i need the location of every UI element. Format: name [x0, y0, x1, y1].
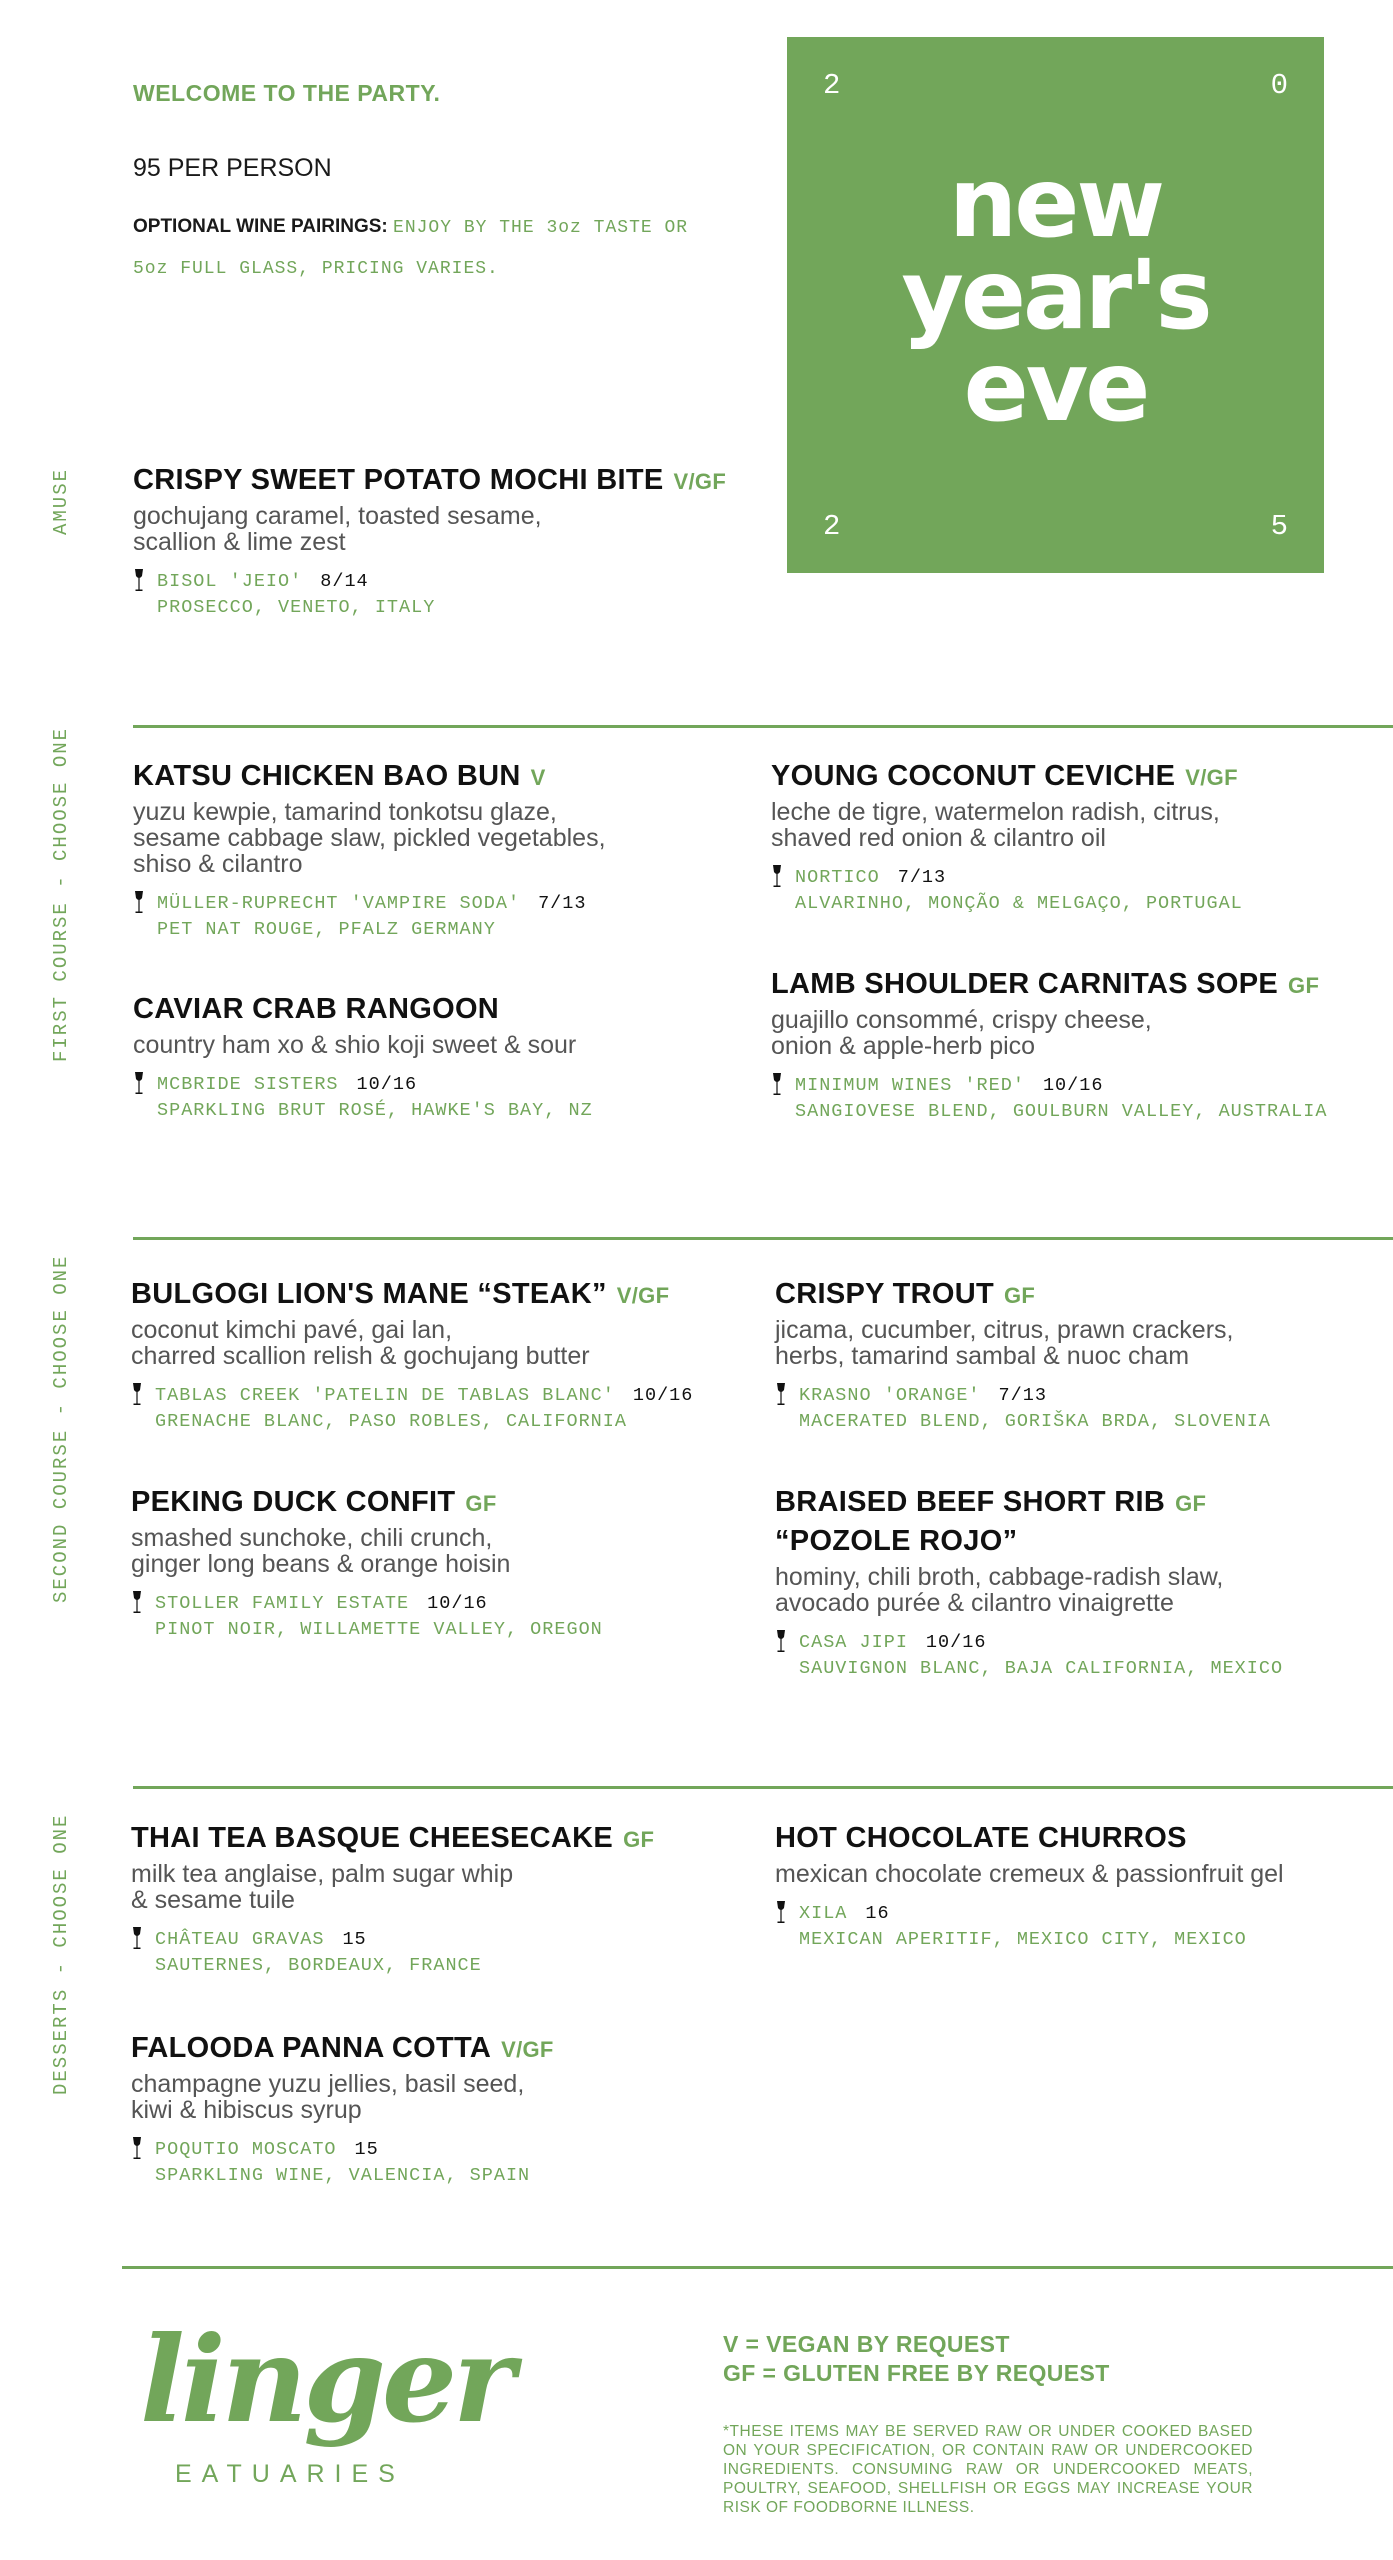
desc-line: gochujang caramel, toasted sesame,	[133, 502, 542, 530]
wine-pairing	[775, 1630, 1283, 1682]
dish-name: CAVIAR CRAB RANGOON	[133, 993, 500, 1025]
dietary-tag: V/GF	[1185, 765, 1238, 790]
desc-line: coconut kimchi pavé, gai lan,	[131, 1316, 453, 1344]
wine-price: 15	[342, 1929, 367, 1950]
desc-line: yuzu kewpie, tamarind tonkotsu glaze,	[133, 798, 557, 826]
dish-name: KATSU CHICKEN BAO BUN	[133, 760, 521, 792]
dish-description	[131, 1861, 654, 1913]
wine-glass-icon	[131, 2137, 143, 2161]
wine-region: GRENACHE BLANC, PASO ROBLES, CALIFORNIA	[155, 1411, 627, 1432]
dish-name: PEKING DUCK CONFIT	[131, 1486, 456, 1518]
dish-description	[131, 2071, 554, 2123]
desc-line: charred scallion relish & gochujang butter	[131, 1342, 590, 1370]
wine-price: 10/16	[632, 1385, 694, 1406]
dish-name: THAI TEA BASQUE CHEESECAKE	[131, 1822, 614, 1854]
wine-pairing	[133, 569, 726, 621]
dish-short-rib	[775, 1486, 1283, 1682]
wine-price: 10/16	[356, 1074, 418, 1095]
wine-name: STOLLER FAMILY ESTATE	[155, 1593, 410, 1614]
dietary-tag: GF	[1288, 973, 1320, 998]
dish-description	[131, 1525, 603, 1577]
dish-name: CRISPY TROUT	[775, 1278, 994, 1310]
wine-name: MÜLLER-RUPRECHT 'VAMPIRE SODA'	[157, 893, 521, 914]
wine-pairing	[131, 2137, 554, 2189]
desc-line: onion & apple-herb pico	[771, 1032, 1036, 1060]
wine-glass-icon	[131, 1383, 143, 1407]
desc-line: sesame cabbage slaw, pickled vegetables,	[133, 824, 606, 852]
desc-line: avocado purée & cilantro vinaigrette	[775, 1589, 1174, 1617]
wine-price: 7/13	[897, 867, 947, 888]
divider-first	[133, 725, 1393, 728]
desc-line: & sesame tuile	[131, 1886, 295, 1914]
wine-name: XILA	[799, 1903, 848, 1924]
banner-title-line1: new	[948, 147, 1163, 259]
wine-pairing	[131, 1927, 654, 1979]
desc-line: mexican chocolate cremeux & passionfruit gel	[775, 1860, 1284, 1888]
dish-name: YOUNG COCONUT CEVICHE	[771, 760, 1176, 792]
wine-region: SAUVIGNON BLANC, BAJA CALIFORNIA, MEXICO	[799, 1658, 1284, 1679]
desc-line: herbs, tamarind sambal & nuoc cham	[775, 1342, 1190, 1370]
wine-name: CASA JIPI	[799, 1632, 908, 1653]
dietary-tag: GF	[1175, 1491, 1207, 1516]
wine-glass-icon	[771, 1073, 783, 1097]
wine-price: 8/14	[320, 571, 369, 592]
dish-description	[131, 1317, 693, 1369]
dietary-tag: GF	[1003, 1283, 1036, 1308]
dish-rangoon	[133, 993, 593, 1124]
wine-region: MACERATED BLEND, GORIŠKA BRDA, SLOVENIA	[799, 1411, 1271, 1432]
new-years-eve-banner	[787, 37, 1324, 573]
dish-description	[775, 1861, 1284, 1887]
wine-region: PINOT NOIR, WILLAMETTE VALLEY, OREGON	[155, 1619, 603, 1640]
raw-food-disclaimer: *THESE ITEMS MAY BE SERVED RAW OR UNDER COOKED BASED ON YOUR SPECIFICATION, OR CONTAIN RAW OR UNDERCOOKED INGREDIENTS. CONSUMING RAW OR UNDERCOOKED MEATS, POULTRY, SEAFOOD, SHELLFISH OR EGGS MAY INCREASE YOUR RISK OF FOODBORNE ILLNESS.	[723, 2423, 1253, 2516]
banner-title-line2: year's	[901, 239, 1210, 351]
wine-region: SPARKLING BRUT ROSÉ, HAWKE'S BAY, NZ	[157, 1100, 593, 1121]
linger-logo-subtitle: EATUARIES	[175, 2460, 405, 2488]
desc-line: ginger long beans & orange hoisin	[131, 1550, 511, 1578]
dish-description	[775, 1564, 1283, 1616]
section-label-amuse: AMUSE	[50, 467, 72, 535]
wine-pairing	[131, 1591, 603, 1643]
dish-cheesecake	[131, 1822, 654, 1979]
desc-line: hominy, chili broth, cabbage-radish slaw,	[775, 1563, 1224, 1591]
wine-price: 7/13	[538, 893, 587, 914]
desc-line: milk tea anglaise, palm sugar whip	[131, 1860, 514, 1888]
dietary-tag: GF	[465, 1491, 497, 1516]
year-digit-3: 2	[823, 510, 841, 543]
desc-line: smashed sunchoke, chili crunch,	[131, 1524, 493, 1552]
dish-description	[133, 503, 726, 555]
desc-line: guajillo consommé, crispy cheese,	[771, 1006, 1152, 1034]
dietary-tag: V/GF	[616, 1283, 670, 1308]
wine-glass-icon	[131, 1927, 143, 1951]
dish-bao	[133, 760, 606, 943]
wine-price: 15	[354, 2139, 379, 2160]
wine-glass-icon	[771, 865, 783, 889]
dietary-tag: V/GF	[673, 469, 727, 494]
dish-name: LAMB SHOULDER CARNITAS SOPE	[771, 968, 1279, 1000]
desc-line: shaved red onion & cilantro oil	[771, 824, 1106, 852]
wine-pairing	[775, 1383, 1271, 1435]
dietary-tag: V	[530, 765, 546, 790]
dish-name: FALOODA PANNA COTTA	[131, 2032, 492, 2064]
dietary-legend	[723, 2330, 1110, 2388]
wine-region: ALVARINHO, MONÇÃO & MELGAÇO, PORTUGAL	[795, 893, 1243, 914]
wine-price: 7/13	[998, 1385, 1047, 1406]
wine-glass-icon	[775, 1901, 787, 1925]
wine-pairing-note	[133, 207, 693, 289]
wine-pairing-label: OPTIONAL WINE PAIRINGS:	[133, 216, 388, 237]
dish-mochi	[133, 464, 726, 621]
dish-steak	[131, 1278, 693, 1435]
wine-price: 10/16	[1042, 1075, 1104, 1096]
wine-region: MEXICAN APERITIF, MEXICO CITY, MEXICO	[799, 1929, 1247, 1950]
divider-footer	[122, 2266, 1393, 2269]
legend-gluten-free: GF = GLUTEN FREE BY REQUEST	[723, 2360, 1110, 2386]
banner-title-line3: eve	[963, 331, 1148, 443]
section-label-desserts: DESSERTS - CHOOSE ONE	[50, 1813, 72, 2095]
dish-duck	[131, 1486, 603, 1643]
wine-region: PROSECCO, VENETO, ITALY	[157, 597, 436, 618]
dietary-tag: V/GF	[501, 2037, 554, 2062]
year-digit-2: 0	[1270, 69, 1288, 102]
desc-line: shiso & cilantro	[133, 850, 303, 878]
desc-line: country ham xo & shio koji sweet & sour	[133, 1031, 577, 1059]
dish-name: BULGOGI LION'S MANE “STEAK”	[131, 1278, 607, 1310]
year-digit-4: 5	[1270, 510, 1288, 543]
wine-price: 10/16	[925, 1632, 987, 1653]
wine-pairing-text: ENJOY BY THE 3oz TASTE OR 5oz FULL GLASS, PRICING VARIES.	[133, 218, 689, 279]
dish-description	[775, 1317, 1271, 1369]
wine-pairing	[771, 1073, 1327, 1125]
wine-name: BISOL 'JEIO'	[157, 571, 303, 592]
year-digit-1: 2	[823, 69, 841, 102]
welcome-text: WELCOME TO THE PARTY.	[133, 80, 441, 106]
dish-churros	[775, 1822, 1284, 1953]
wine-pairing	[771, 865, 1243, 917]
wine-region: SPARKLING WINE, VALENCIA, SPAIN	[155, 2165, 531, 2186]
desc-line: leche de tigre, watermelon radish, citrus,	[771, 798, 1220, 826]
section-label-first-course: FIRST COURSE - CHOOSE ONE	[50, 726, 72, 1062]
dish-name-subtitle: “POZOLE ROJO”	[775, 1525, 1018, 1557]
dish-name: HOT CHOCOLATE CHURROS	[775, 1822, 1187, 1854]
dish-description	[771, 799, 1243, 851]
wine-name: POQUTIO MOSCATO	[155, 2139, 337, 2160]
wine-glass-icon	[131, 1591, 143, 1615]
divider-second	[133, 1237, 1393, 1240]
wine-name: NORTICO	[795, 867, 880, 888]
wine-glass-icon	[133, 891, 145, 915]
price-per-person: 95 PER PERSON	[133, 154, 332, 182]
desc-line: scallion & lime zest	[133, 528, 346, 556]
wine-price: 16	[865, 1903, 890, 1924]
dish-description	[133, 799, 606, 877]
wine-glass-icon	[775, 1383, 787, 1407]
wine-name: CHÂTEAU GRAVAS	[155, 1929, 325, 1950]
desc-line: champagne yuzu jellies, basil seed,	[131, 2070, 525, 2098]
wine-price: 10/16	[427, 1593, 488, 1614]
wine-region: SAUTERNES, BORDEAUX, FRANCE	[155, 1955, 482, 1976]
desc-line: kiwi & hibiscus syrup	[131, 2096, 362, 2124]
dish-trout	[775, 1278, 1271, 1435]
wine-glass-icon	[133, 1072, 145, 1096]
wine-pairing	[133, 1072, 593, 1124]
dish-ceviche	[771, 760, 1243, 917]
wine-name: KRASNO 'ORANGE'	[799, 1385, 981, 1406]
dish-name: BRAISED BEEF SHORT RIB	[775, 1486, 1166, 1518]
wine-pairing	[775, 1901, 1284, 1953]
linger-logo: linger	[140, 2310, 512, 2449]
wine-pairing	[133, 891, 606, 943]
wine-name: MINIMUM WINES 'RED'	[795, 1075, 1025, 1096]
wine-glass-icon	[775, 1630, 787, 1654]
banner-title	[787, 147, 1324, 443]
wine-name: TABLAS CREEK 'PATELIN DE TABLAS BLANC'	[155, 1385, 615, 1406]
section-label-second-course: SECOND COURSE - CHOOSE ONE	[50, 1254, 72, 1603]
wine-glass-icon	[133, 569, 145, 593]
wine-name: MCBRIDE SISTERS	[157, 1074, 339, 1095]
dietary-tag: GF	[623, 1827, 655, 1852]
desc-line: jicama, cucumber, citrus, prawn crackers,	[775, 1316, 1234, 1344]
wine-region: PET NAT ROUGE, PFALZ GERMANY	[157, 919, 496, 940]
dish-description	[133, 1032, 593, 1058]
dish-name: CRISPY SWEET POTATO MOCHI BITE	[133, 464, 664, 496]
dish-description	[771, 1007, 1327, 1059]
dish-panna-cotta	[131, 2032, 554, 2189]
dish-sope	[771, 968, 1327, 1125]
divider-desserts	[133, 1786, 1393, 1789]
legend-vegan: V = VEGAN BY REQUEST	[723, 2331, 1010, 2357]
wine-pairing	[131, 1383, 693, 1435]
wine-region: SANGIOVESE BLEND, GOULBURN VALLEY, AUSTRALIA	[795, 1101, 1328, 1122]
